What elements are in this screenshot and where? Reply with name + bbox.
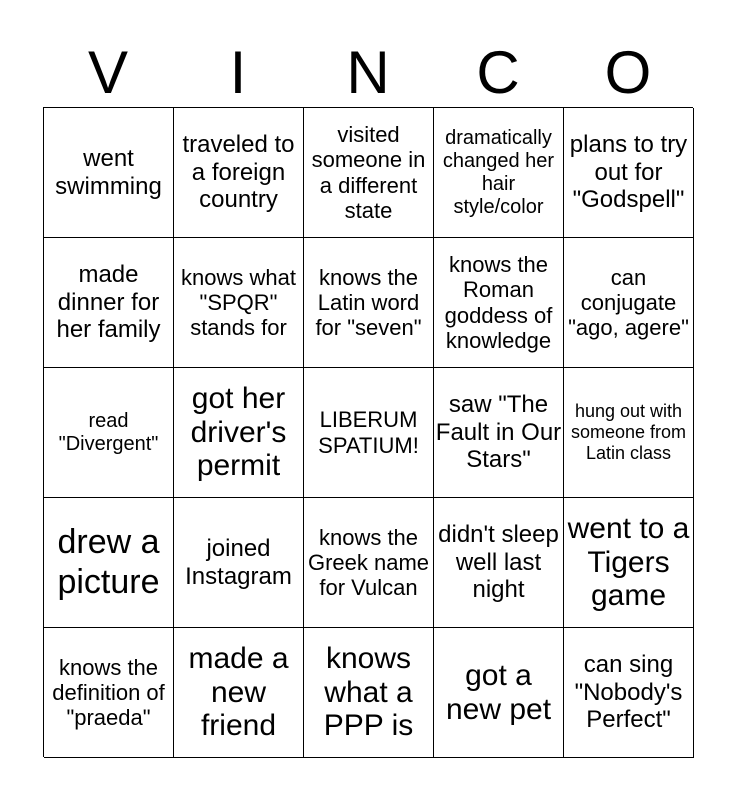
- bingo-cell[interactable]: dramatically changed her hair style/color: [434, 108, 564, 238]
- bingo-cell[interactable]: can sing "Nobody's Perfect": [564, 628, 694, 758]
- bingo-cell[interactable]: drew a picture: [44, 498, 174, 628]
- bingo-board: [43, 107, 693, 757]
- bingo-cell[interactable]: didn't sleep well last night: [434, 498, 564, 628]
- bingo-cell[interactable]: joined Instagram: [174, 498, 304, 628]
- bingo-cell[interactable]: saw "The Fault in Our Stars": [434, 368, 564, 498]
- bingo-header: [43, 38, 693, 108]
- bingo-cell[interactable]: knows what "SPQR" stands for: [174, 238, 304, 368]
- bingo-cell[interactable]: knows the Greek name for Vulcan: [304, 498, 434, 628]
- bingo-cell[interactable]: knows what a PPP is: [304, 628, 434, 758]
- bingo-cell[interactable]: made a new friend: [174, 628, 304, 758]
- bingo-cell[interactable]: knows the Latin word for "seven": [304, 238, 434, 368]
- header-letter-o: O: [604, 39, 652, 106]
- header-letter-i: I: [229, 39, 247, 106]
- bingo-cell[interactable]: went swimming: [44, 108, 174, 238]
- bingo-cell[interactable]: knows the Roman goddess of knowledge: [434, 238, 564, 368]
- bingo-cell-free-space[interactable]: LIBERUM SPATIUM!: [304, 368, 434, 498]
- bingo-cell[interactable]: hung out with someone from Latin class: [564, 368, 694, 498]
- header-letter-n: N: [346, 39, 390, 106]
- bingo-cell[interactable]: read "Divergent": [44, 368, 174, 498]
- bingo-cell[interactable]: plans to try out for "Godspell": [564, 108, 694, 238]
- bingo-cell[interactable]: got her driver's permit: [174, 368, 304, 498]
- bingo-cell[interactable]: went to a Tigers game: [564, 498, 694, 628]
- bingo-cell[interactable]: made dinner for her family: [44, 238, 174, 368]
- bingo-cell[interactable]: knows the definition of "praeda": [44, 628, 174, 758]
- header-letter-v: V: [87, 39, 129, 106]
- bingo-cell[interactable]: can conjugate "ago, agere": [564, 238, 694, 368]
- bingo-cell[interactable]: visited someone in a different state: [304, 108, 434, 238]
- bingo-cell[interactable]: traveled to a foreign country: [174, 108, 304, 238]
- bingo-cell[interactable]: got a new pet: [434, 628, 564, 758]
- header-letter-c: C: [476, 39, 520, 106]
